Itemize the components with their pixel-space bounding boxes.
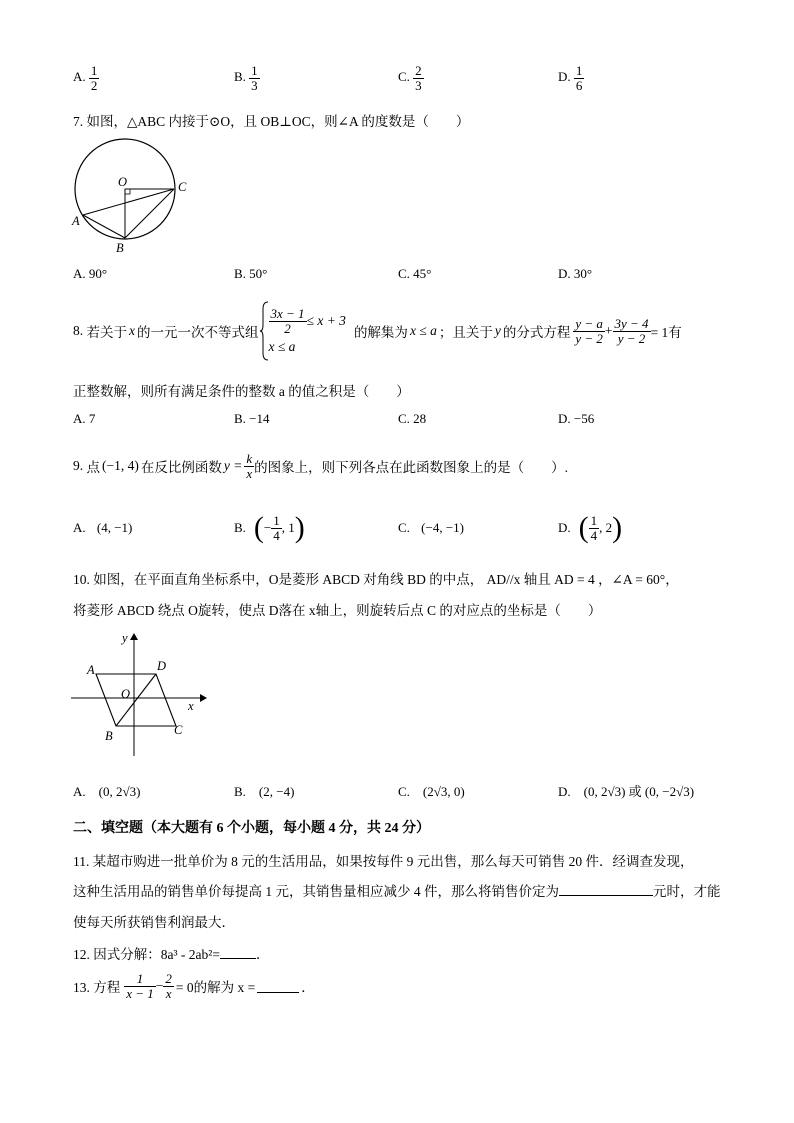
q9-stem [73, 446, 568, 486]
section-heading: 二、填空题（本大题有 6 个小题，每小题 4 分，共 24 分） [73, 821, 430, 836]
q9-text-a: 点 [86, 460, 100, 475]
label-o: O [121, 687, 131, 701]
q13 [73, 966, 315, 1006]
q8-text-e: 的分式方程 [502, 325, 571, 340]
label-a: A [87, 663, 95, 677]
q7-number: 7. [73, 114, 84, 129]
q8-line2: 正整数解，则所有满足条件的整数 a 的值之积是（ ） [73, 384, 410, 399]
q7-text: 如图，△ABC 内接于⊙O，且 OB⊥OC，则∠A 的度数是（ ） [86, 114, 470, 129]
denominator: 6 [575, 77, 583, 93]
q13-answer-blank [257, 980, 299, 993]
q8-text-a: 若关于 [86, 325, 127, 340]
denominator: 3 [251, 77, 258, 93]
q9-option-b-denominator: 4 [273, 527, 280, 543]
q9-text-b: 在反比例函数 [140, 460, 222, 475]
q9-option-b-letter: B. [234, 520, 246, 535]
q8-solution: x ≤ a [409, 323, 437, 338]
q8-text-c: 的解集为 [353, 325, 408, 340]
numerator: 1 [90, 63, 98, 78]
q13-text-b: = 0的解为 x = [175, 980, 256, 995]
label-c: C [174, 723, 183, 737]
q11-line2 [73, 880, 721, 900]
q8-var-y: y [494, 323, 501, 338]
right-angle-mark [125, 189, 130, 194]
q13-minus: − [155, 978, 164, 993]
q8-text-d: ；且关于 [438, 325, 493, 340]
q8-frac1-denominator: y − 2 [575, 330, 603, 346]
q11-line3: 使每天所获销售利润最大． [73, 915, 235, 930]
q8-option-b: B. −14 [234, 411, 270, 426]
q8-frac2-denominator: y − 2 [617, 330, 646, 346]
label-d: D [157, 659, 167, 673]
q8-var-x: x [129, 323, 135, 338]
q6-option-c [398, 64, 424, 92]
q8-ineq2: x ≤ a [268, 339, 296, 355]
brace-icon [259, 301, 269, 361]
denominator: 2 [90, 77, 98, 93]
q8-plus: + [604, 323, 613, 338]
label-x: x [188, 699, 194, 713]
q7-option-d: D. 30° [558, 266, 593, 281]
q9-option-d-numerator: 1 [590, 512, 598, 528]
q9-option-c-letter: C. [398, 520, 410, 535]
q13-text-a: 13. 方程 [73, 980, 121, 995]
q10-rhombus-figure [68, 628, 213, 760]
q9-option-d-tail: , 2 [599, 520, 613, 535]
q6-option-d-letter: D. [558, 69, 571, 85]
q6-option-b [234, 64, 260, 92]
q10-line2: 将菱形 ABCD 绕点 O旋转，使点 D落在 x轴上，则旋转后点 C 的对应点的坐标是（ ） [73, 603, 602, 618]
q9-point: (−1, 4) [102, 458, 139, 473]
q12-answer-blank [220, 946, 256, 959]
label-a: A [72, 214, 80, 228]
q7-option-b: B. 50° [234, 266, 268, 281]
q11-text-b: 元时，才能 [653, 884, 721, 899]
q10-option-c: C. (2√3, 0) [398, 784, 465, 799]
q6-option-b-letter: B. [234, 69, 246, 85]
q9-option-d [558, 506, 622, 550]
q13-frac1-denominator: x − 1 [126, 985, 154, 1001]
q6-option-c-fraction [413, 64, 424, 92]
q8-frac2-numerator: 3y − 4 [614, 315, 649, 331]
right-paren-icon: ) [612, 511, 623, 544]
denominator: 3 [415, 77, 422, 93]
q9-option-c [398, 520, 464, 536]
q9-option-b [234, 506, 305, 550]
q12-text-a: 12. 因式分解：8a³ - 2ab²= [73, 947, 220, 962]
q8-ineq1-numerator: 3x − 1 [270, 305, 305, 321]
q6-option-a [73, 64, 99, 92]
numerator: 1 [251, 63, 258, 78]
q13-frac1-numerator: 1 [124, 972, 156, 987]
label-o: O [118, 175, 128, 189]
q9-text-c: 的图象上，则下列各点在此函数图象上的是（ ）. [254, 460, 568, 475]
q9-func-lhs: y = [223, 458, 243, 473]
numerator: 1 [575, 63, 583, 78]
q8-number: 8. [73, 323, 84, 338]
label-b: B [116, 241, 124, 255]
q9-option-a [73, 520, 132, 536]
q9-option-d-letter: D. [558, 520, 571, 535]
q9-option-a-value: (4, −1) [96, 520, 133, 535]
q9-number: 9. [73, 458, 84, 473]
label-y: y [122, 631, 128, 645]
q9-func-numerator: k [246, 450, 253, 466]
q8-eq-rhs: = 1有 [650, 325, 682, 340]
q8-stem [73, 300, 682, 362]
q10-option-a: A. (0, 2√3) [73, 784, 141, 799]
q13-frac2-denominator: x [165, 985, 172, 1001]
q9-option-a-letter: A. [73, 520, 86, 535]
q6-option-c-letter: C. [398, 69, 410, 85]
q12-text-b: ． [255, 947, 270, 962]
q7-option-a: A. 90° [73, 266, 108, 281]
q10-option-b: B. (2, −4) [234, 784, 295, 799]
q10-number: 10. [73, 572, 90, 587]
q8-option-a: A. 7 [73, 411, 96, 426]
q9-func-denominator: x [246, 465, 253, 481]
label-b: B [105, 729, 113, 743]
q8-option-c: C. 28 [398, 411, 427, 426]
q6-option-b-fraction [249, 64, 260, 92]
q12 [73, 943, 269, 963]
q13-text-c: ． [301, 980, 315, 995]
q8-ineq1-denominator: 2 [284, 320, 291, 336]
q8-text-b: 的一元一次不等式组 [137, 325, 259, 340]
q9-option-b-tail: , 1 [281, 520, 295, 535]
q9-option-d-denominator: 4 [590, 527, 598, 543]
q8-ineq1-rhs: ≤ x + 3 [306, 313, 346, 328]
left-paren-icon: ( [578, 511, 589, 544]
q6-option-a-fraction [89, 64, 100, 92]
q13-frac2-numerator: 2 [165, 970, 172, 986]
q10-line1 [73, 568, 679, 588]
q7-circle-figure [70, 134, 200, 256]
q9-option-b-sign: − [263, 520, 272, 535]
q8-option-d: D. −56 [558, 411, 595, 426]
q11-line1: 11. 某超市购进一批单价为 8 元的生活用品，如果按每件 9 元出售，那么每天可销售 20 件．经调查发现， [73, 854, 694, 869]
q9-option-b-numerator: 1 [273, 512, 280, 528]
q7-option-c: C. 45° [398, 266, 432, 281]
q8-system [259, 301, 346, 361]
q11-text-a: 这种生活用品的销售单价每提高 1 元，其销售量相应减少 4 件，那么将销售价定为 [73, 884, 559, 899]
label-c: C [178, 180, 187, 194]
q6-option-d-fraction [574, 64, 585, 92]
q6-option-a-letter: A. [73, 69, 86, 85]
right-paren-icon: ) [294, 511, 305, 544]
q10-text-1: 如图，在平面直角坐标系中，O是菱形 ABCD 对角线 BD 的中点， AD//x 轴且 AD = 4 ，∠A = 60°， [93, 572, 679, 587]
q7-stem [73, 110, 469, 130]
numerator: 2 [415, 63, 422, 78]
left-paren-icon: ( [253, 511, 264, 544]
q11-answer-blank [559, 883, 653, 896]
q6-option-d [558, 64, 584, 92]
q8-frac1-numerator: y − a [575, 315, 603, 331]
q10-option-d: D. (0, 2√3) 或 (0, −2√3) [558, 784, 695, 799]
q9-option-c-value: (−4, −1) [421, 520, 464, 535]
